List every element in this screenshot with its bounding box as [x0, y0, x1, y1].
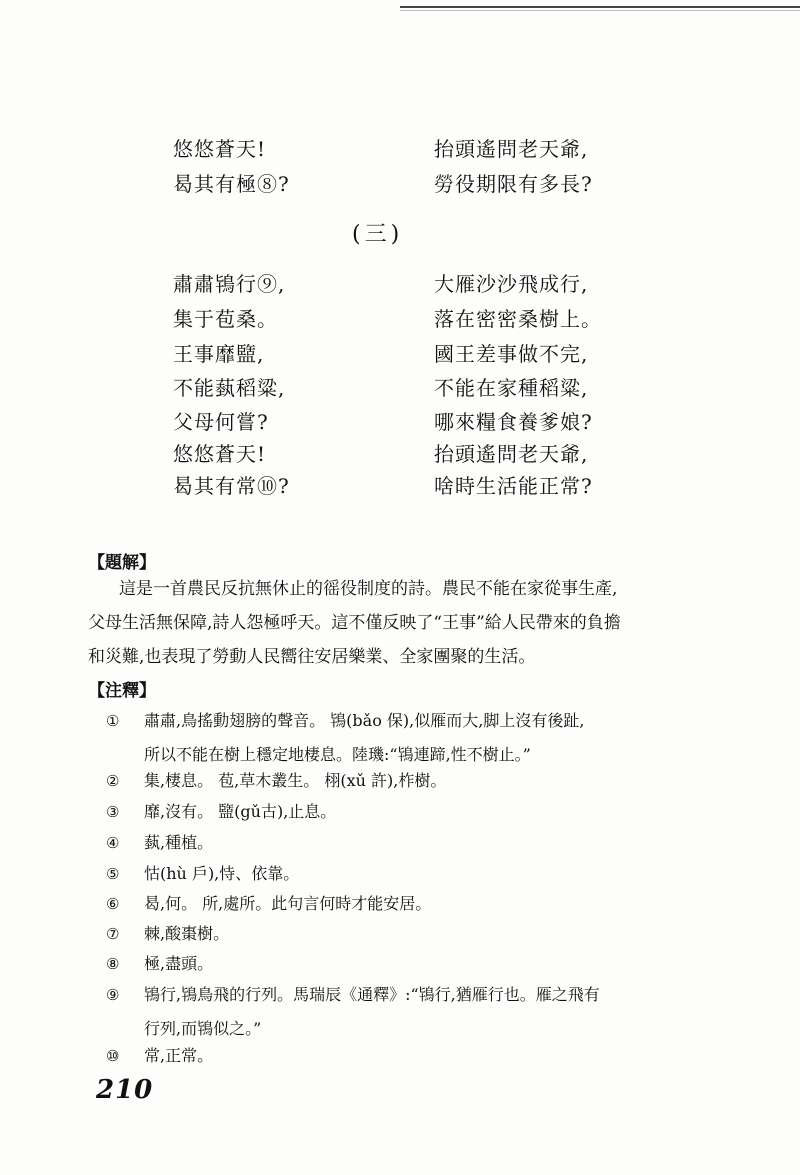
note-number: ⑤ — [106, 865, 120, 883]
poem-translation-line: 抬頭遙問老天爺, — [434, 442, 589, 466]
note-number: ⑧ — [106, 955, 120, 973]
poem-translation-line: 抬頭遙問老天爺, — [434, 137, 589, 161]
poem-translation-line: 哪來糧食養爹娘? — [434, 410, 593, 434]
tijie-line: 和災難,也表現了勞動人民嚮往安居樂業、全家團聚的生活。 — [88, 647, 536, 667]
poem-line: 肅肅鴇行⑨, — [173, 272, 286, 296]
note-text-continued: 行列,而鴇似之。” — [144, 1019, 262, 1038]
note-text: 棘,酸棗樹。 — [144, 924, 230, 943]
poem-line: 曷其有極⑧? — [173, 172, 290, 196]
stanza-title: (三) — [352, 222, 404, 247]
note-number: ② — [106, 772, 120, 790]
note-number: ③ — [106, 803, 120, 821]
note-item — [106, 982, 600, 1038]
note-number: ④ — [106, 834, 120, 852]
tijie-heading: 【題解】 — [88, 553, 156, 573]
poem-line: 王事靡盬, — [173, 342, 265, 366]
poem-line: 悠悠蒼天! — [173, 137, 267, 161]
note-item — [106, 799, 336, 822]
note-text-continued: 所以不能在樹上穩定地棲息。陸璣:“鴇連蹄,性不樹止。” — [144, 745, 531, 764]
note-text: 蓺,種植。 — [144, 833, 214, 852]
tijie-line: 這是一首農民反抗無休止的徭役制度的詩。農民不能在家從事生產, — [119, 579, 618, 599]
page-number: 210 — [96, 1075, 154, 1105]
poem-translation-line: 不能在家種稻粱, — [434, 376, 589, 400]
note-text: 常,正常。 — [144, 1046, 214, 1065]
note-text: 怙(hù 戶),恃、依靠。 — [144, 864, 300, 883]
note-item — [106, 891, 431, 914]
note-text: 極,盡頭。 — [144, 954, 214, 973]
note-text: 曷,何。 所,處所。此句言何時才能安居。 — [144, 894, 432, 913]
poem-translation-line: 國王差事做不完, — [434, 342, 589, 366]
poem-translation-line: 勞役期限有多長? — [434, 172, 593, 196]
poem-translation-line: 大雁沙沙飛成行, — [434, 272, 589, 296]
note-number: ⑦ — [106, 925, 120, 943]
note-item — [106, 951, 213, 974]
note-text: 肅肅,鳥搖動翅膀的聲音。 鴇(bǎo 保),似雁而大,脚上沒有後趾, — [144, 711, 585, 730]
note-number: ⑩ — [106, 1047, 120, 1065]
tijie-paragraph — [88, 572, 688, 674]
note-item — [106, 1043, 213, 1066]
note-number: ① — [106, 712, 120, 730]
zhushi-heading: 【注釋】 — [88, 681, 156, 701]
note-item — [106, 708, 585, 764]
poem-line: 曷其有常⑩? — [173, 474, 290, 498]
header-rule — [400, 6, 800, 8]
note-item — [106, 861, 299, 884]
poem-translation-line: 落在密密桑樹上。 — [434, 307, 602, 331]
note-item — [106, 830, 213, 853]
note-text: 集,棲息。 苞,草木叢生。 栩(xǔ 許),柞樹。 — [144, 771, 447, 790]
poem-line: 悠悠蒼天! — [173, 442, 267, 466]
note-item — [106, 768, 446, 791]
note-number: ⑨ — [106, 986, 120, 1004]
poem-line: 不能蓺稻粱, — [173, 376, 286, 400]
poem-line: 集于苞桑。 — [173, 307, 278, 331]
poem-line: 父母何嘗? — [173, 410, 269, 434]
header-rule-thin — [400, 10, 800, 11]
note-number: ⑥ — [106, 895, 120, 913]
poem-translation-line: 啥時生活能正常? — [434, 474, 593, 498]
note-item — [106, 921, 229, 944]
note-text: 鴇行,鴇鳥飛的行列。馬瑞辰《通釋》:“鴇行,猶雁行也。雁之飛有 — [144, 985, 600, 1004]
tijie-line: 父母生活無保障,詩人怨極呼天。這不僅反映了“王事”給人民帶來的負擔 — [88, 613, 621, 633]
note-text: 靡,沒有。 盬(gǔ古),止息。 — [144, 802, 337, 821]
